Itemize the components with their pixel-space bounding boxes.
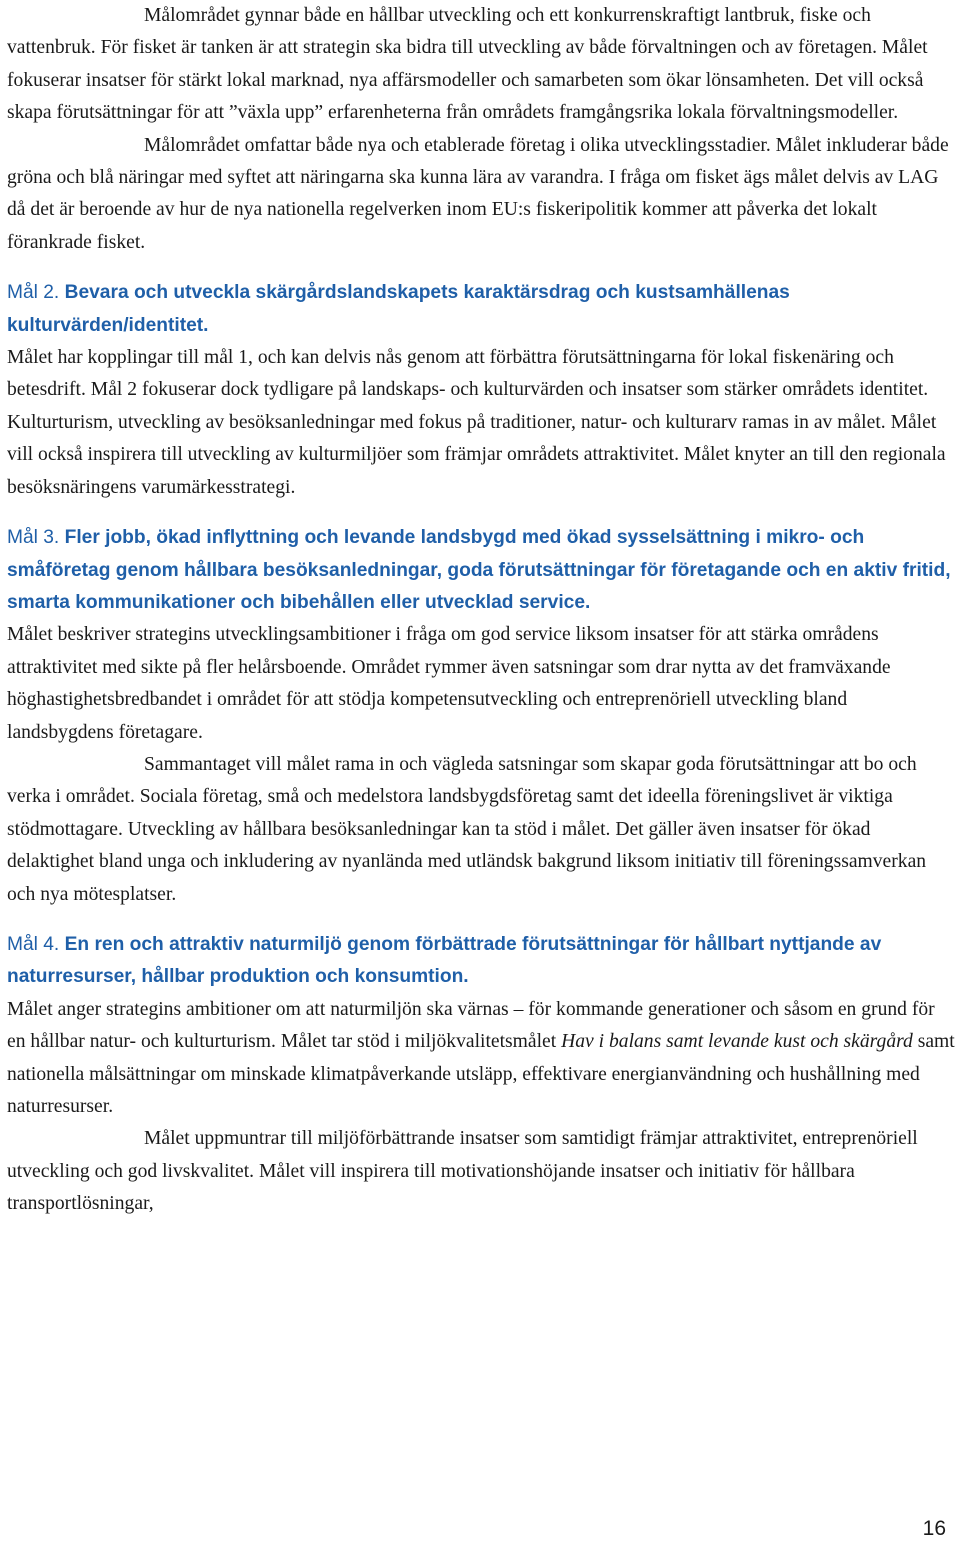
- document-page: [7, 0, 955, 1221]
- section-spacer: [7, 504, 955, 522]
- goal-3-number: Mål 3.: [7, 527, 60, 549]
- goal-4-paragraph-2: Målet uppmuntrar till miljöförbättrande insatser som samtidigt främjar attraktivitet, entreprenöriell utveckling och god livskvalitet. Målet vill inspirera till motivationshöjande insatser och initiativ för hållbara transportlösningar,: [7, 1128, 918, 1215]
- goal-3-title: Fler jobb, ökad inflyttning och levande landsbygd med ökad sysselsättning i mikro- och småföretag genom hållbara besöksanledningar, goda förutsättningar för företagande och en aktiv fritid, smarta kommunikationer och bibehållen eller utvecklad service.: [7, 527, 951, 613]
- goal-3-paragraph-1: Målet beskriver strategins utvecklingsambitioner i fråga om god service liksom insatser för att stärka områdens attraktivitet med sikte på fler helårsboende. Området rymmer även satsningar som drar nytta av det framväxande höghastighetsbredbandet i området för att stödja kompetensutveckling och entreprenöriell utveckling bland landsbygdens företagare.: [7, 624, 891, 743]
- goal-2-title: Bevara och utveckla skärgårdslandskapets karaktärsdrag och kustsamhällenas kulturvärden/identitet.: [7, 282, 790, 336]
- goal-2-paragraph-1: Målet har kopplingar till mål 1, och kan delvis nås genom att förbättra förutsättningarna för lokal fiskenäring och betesdrift. Mål 2 fokuserar dock tydligare på landskaps- och kulturvärden och insatser som stärker områdets identitet. Kulturturism, utveckling av besöksanledningar med fokus på traditioner, natur- och kulturarv ramas in av målet. Målet vill också inspirera till utveckling av kulturmiljöer som främjar områdets attraktivitet. Målet knyter an till den regionala besöksnäringens varumärkesstrategi.: [7, 347, 946, 498]
- intro-paragraph-2: Målområdet omfattar både nya och etablerade företag i olika utvecklingsstadier. Målet inkluderar både gröna och blå näringar med syftet att näringarna ska kunna lära av varandra. I fråga om fisket ägs målet delvis av LAG då det är beroende av hur de nya nationella regelverken inom EU:s fiskeripolitik kommer att påverka det lokalt förankrade fisket.: [7, 134, 949, 253]
- goal-4-text-part-2: samt nationella målsättningar om minskade klimatpåverkande utsläpp, effektivare energianvändning och hushållning med naturresurser.: [7, 1031, 955, 1117]
- goal-4-number: Mål 4.: [7, 933, 60, 955]
- goal-4-heading: [7, 929, 955, 994]
- goal-2-heading: [7, 277, 955, 342]
- goal-3-heading: [7, 522, 955, 619]
- section-spacer: [7, 911, 955, 929]
- goal-2-number: Mål 2.: [7, 282, 60, 304]
- goal-4-title: En ren och attraktiv naturmiljö genom förbättrade förutsättningar för hållbart nyttjande av naturresurser, hållbar produktion och konsumtion.: [7, 933, 882, 988]
- intro-paragraph-1: Målområdet gynnar både en hållbar utveckling och ett konkurrenskraftigt lantbruk, fiske och vattenbruk. För fisket är tanken är att strategin ska bidra till utveckling av både förvaltningen och av företagen. Målet fokuserar insatser för stärkt lokal marknad, nya affärsmodeller och samarbeten som ökar lönsamheten. Det vill också skapa förutsättningar för att ”växla upp” erfarenheterna från områdets framgångsrika lokala förvaltningsmodeller.: [7, 5, 928, 124]
- goal-4-paragraph-1: [7, 994, 955, 1124]
- section-spacer: [7, 259, 955, 277]
- goal-4-text-part-1: Målet anger strategins ambitioner om att naturmiljön ska värnas – för kommande generationer och såsom en grund för en hållbar natur- och kulturturism. Målet tar stöd i miljökvalitetsmålet: [7, 998, 935, 1053]
- goal-3-paragraph-2: Sammantaget vill målet rama in och vägleda satsningar som skapar goda förutsättningar att bo och verka i området. Sociala företag, små och medelstora landsbygdsföretag samt det ideella föreningslivet är viktiga stödmottagare. Utveckling av hållbara besöksanledningar kan ta stöd i målet. Det gäller även insatser för ökad delaktighet bland unga och inkludering av nyanlända med utländsk bakgrund liksom initiativ till föreningssamverkan och nya mötesplatser.: [7, 753, 927, 905]
- goal-4-emphasis: Hav i balans samt levande kust och skärgård: [561, 1031, 913, 1053]
- page-number: 16: [922, 1517, 946, 1540]
